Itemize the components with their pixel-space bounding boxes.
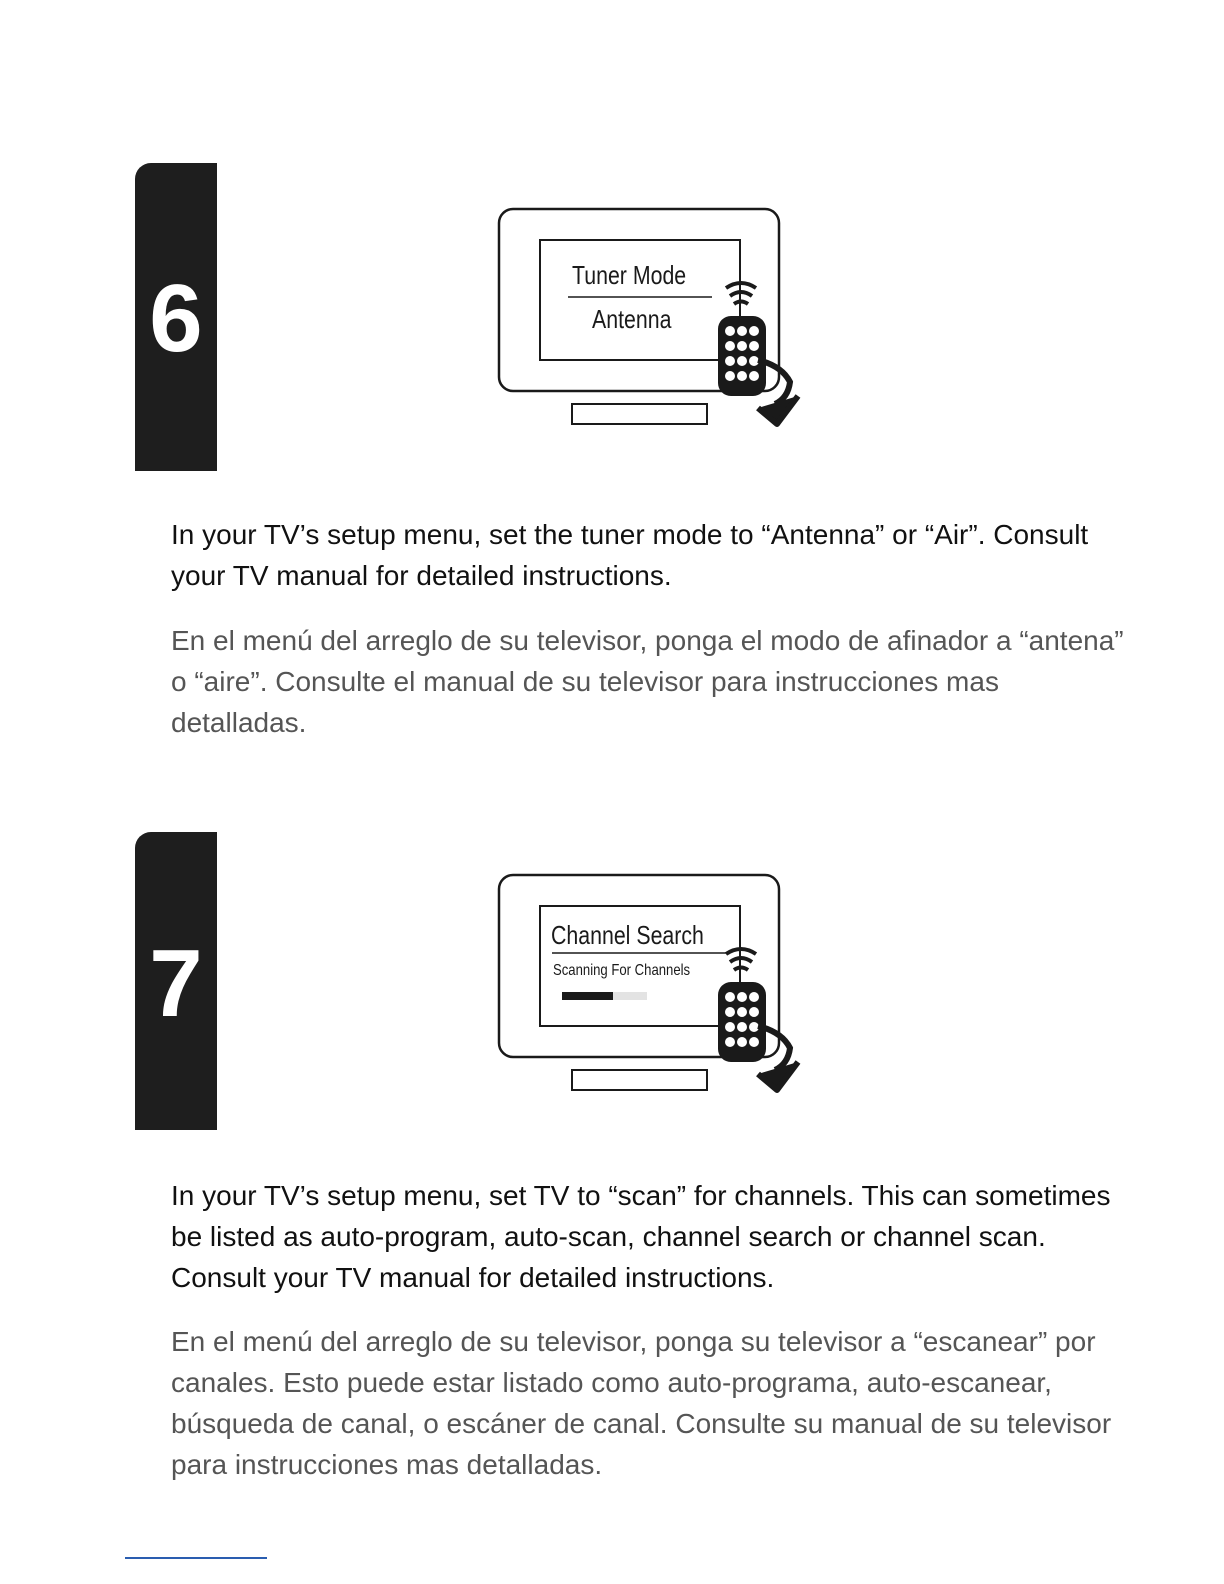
footer-rule: [125, 1557, 267, 1559]
step-6-instructions-es: En el menú del arreglo de su televisor, ponga el modo de afinador a “antena” o “aire”. Consulte el manual de su televisor para instrucciones mas detalladas.: [171, 625, 1124, 738]
osd-title: Tuner Mode: [572, 260, 687, 290]
scan-progress-bar: [490, 866, 810, 1096]
step-7-instructions-en: In your TV’s setup menu, set TV to “scan” for channels. This can sometimes be listed as auto-program, auto-scan, channel search or channel scan. Consult your TV manual for detailed instructions.: [171, 1180, 1111, 1293]
osd-title: Channel Search: [551, 920, 704, 950]
step-7-instructions-es: En el menú del arreglo de su televisor, ponga su televisor a “escanear” por canales. Esto puede estar listado como auto-programa, auto-escanear, búsqueda de canal, o escáner de canal. Consulte su manual de su televisor para instrucciones mas detalladas.: [171, 1326, 1112, 1480]
tv-illustration: [490, 866, 810, 1096]
step-7-tab: [135, 832, 217, 1130]
tv-illustration: [490, 200, 810, 430]
step-number: 6: [149, 265, 203, 372]
step-6-instructions-en: In your TV’s setup menu, set the tuner mode to “Antenna” or “Air”. Consult your TV manual for detailed instructions.: [171, 519, 1089, 591]
osd-value: Antenna: [592, 304, 672, 334]
signal-waves-icon: [726, 283, 756, 304]
step-6-tab: [135, 163, 217, 471]
osd-status: Scanning For Channels: [553, 962, 691, 979]
step-number: 7: [149, 930, 203, 1037]
